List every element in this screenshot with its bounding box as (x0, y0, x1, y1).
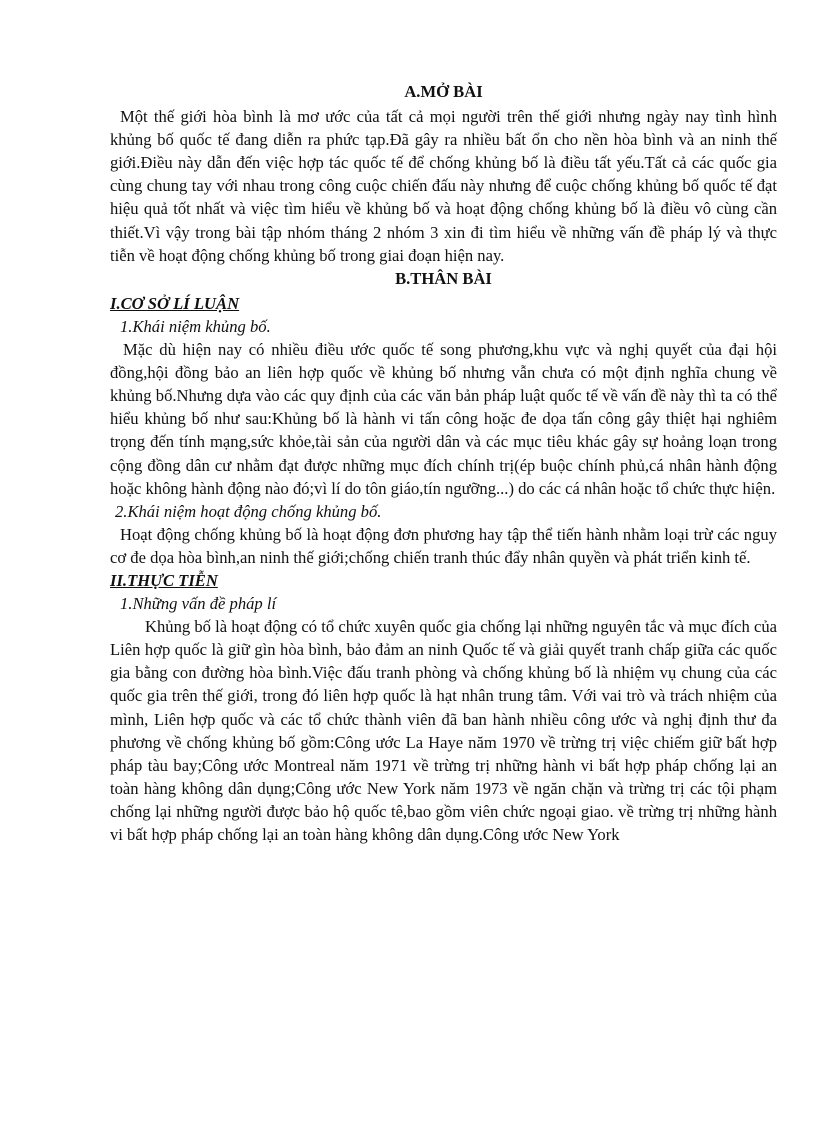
intro-paragraph: Một thế giới hòa bình là mơ ước của tất cả mọi người trên thế giới nhưng ngày nay tình hình khủng bố quốc tế đang diễn ra phức tạp.Đã gây ra nhiều bất ổn cho nền hòa bình và an ninh thế giới.Điều này dẫn đến việc hợp tác quốc tế để chống khủng bố là điều tất yếu.Tất cả các quốc gia cùng chung tay với nhau trong công cuộc chiến đấu này nhưng để cuộc chống khủng bố quốc tế đạt hiệu quả tốt nhất và việc tìm hiểu về khủng bố và hoạt động chống khủng bố là điều vô cùng cần thiết.Vì vậy trong bài tập nhóm tháng 2 nhóm 3 xin đi tìm hiểu về những vấn đề pháp lý và thực tiễn về hoạt động chống khủng bố trong giai đoạn hiện nay. (110, 107, 777, 265)
section-title-than-bai: B.THÂN BÀI (395, 268, 492, 288)
paragraph-khai-niem-khung-bo: Mặc dù hiện nay có nhiều điều ước quốc tế song phương,khu vực và nghị quyết của đại hội đồng,hội đồng bảo an liên hợp quốc về khủng bố nhưng vẫn chưa có một định nghĩa chung về khủng bố.Nhưng dựa vào các quy định của các văn bản pháp luật quốc tế về vấn đề này thì ta có thể hiểu khủng bố như sau:Khủng bố là hành vi tấn công hoặc đe dọa tấn công gây thiệt hại nghiêm trọng đến tính mạng,sức khỏe,tài sản của người dân và các mục tiêu khác gây sự hoảng loạn trong cộng đồng dân cư nhằm đạt được những mục đích chính trị(ép buộc chính phủ,cá nhân hành động hoặc không hành động nào đó;vì lí do tôn giáo,tín ngưỡng...) do các cá nhân hoặc tổ chức thực hiện. (110, 340, 777, 498)
section-title-mo-bai: A.MỞ BÀI (404, 82, 483, 101)
document-page (110, 80, 777, 846)
heading-thuc-tien: II.THỰC TIỄN (110, 570, 218, 590)
paragraph-van-de-phap-li: Khủng bố là hoạt động có tổ chức xuyên quốc gia chống lại những nguyên tắc và mục đích của Liên hợp quốc là giữ gìn hòa bình, bảo đảm an ninh Quốc tế và giải quyết tranh chấp giữa các quốc gia bằng con đường hòa bình.Việc đấu tranh phòng và chống khủng bố là nhiệm vụ chung của các quốc gia trên thế giới, trong đó liên hợp quốc là hạt nhân trung tâm. Với vai trò và trách nhiệm của mình, Liên hợp quốc và các tổ chức thành viên đã ban hành nhiều công ước và nghị định thư đa phương về chống khủng bố gồm:Công ước La Haye năm 1970 về trừng trị việc chiếm giữ bất hợp pháp tàu bay;Công ước Montreal năm 1971 về trừng trị những hành vi bất hợp pháp chống lại an toàn hàng không dân dụng;Công ước New York năm 1973 về ngăn chặn và trừng trị các tội phạm chống lại những người được bảo hộ quốc tê,bao gồm viên chức ngoại giao. về trừng trị những hành vi bất hợp pháp chống lại an toàn hàng không dân dụng.Công ước New York (110, 617, 777, 844)
subheading-khai-niem-khung-bo: 1.Khái niệm khủng bố. (120, 316, 271, 336)
subheading-hoat-dong-chong-khung-bo: 2.Khái niệm hoạt động chống khủng bố. (115, 501, 382, 521)
paragraph-hoat-dong-chong-khung-bo: Hoạt động chống khủng bố là hoạt động đơn phương hay tập thể tiến hành nhằm loại trừ các nguy cơ đe dọa hòa bình,an ninh thế giới;chống chiến tranh thúc đẩy nhân quyền và phát triển kinh tế. (110, 524, 777, 567)
subheading-van-de-phap-li: 1.Những vấn đề pháp lí (120, 594, 277, 614)
heading-co-so-li-luan: I.CƠ SỞ LÍ LUẬN (110, 293, 240, 313)
